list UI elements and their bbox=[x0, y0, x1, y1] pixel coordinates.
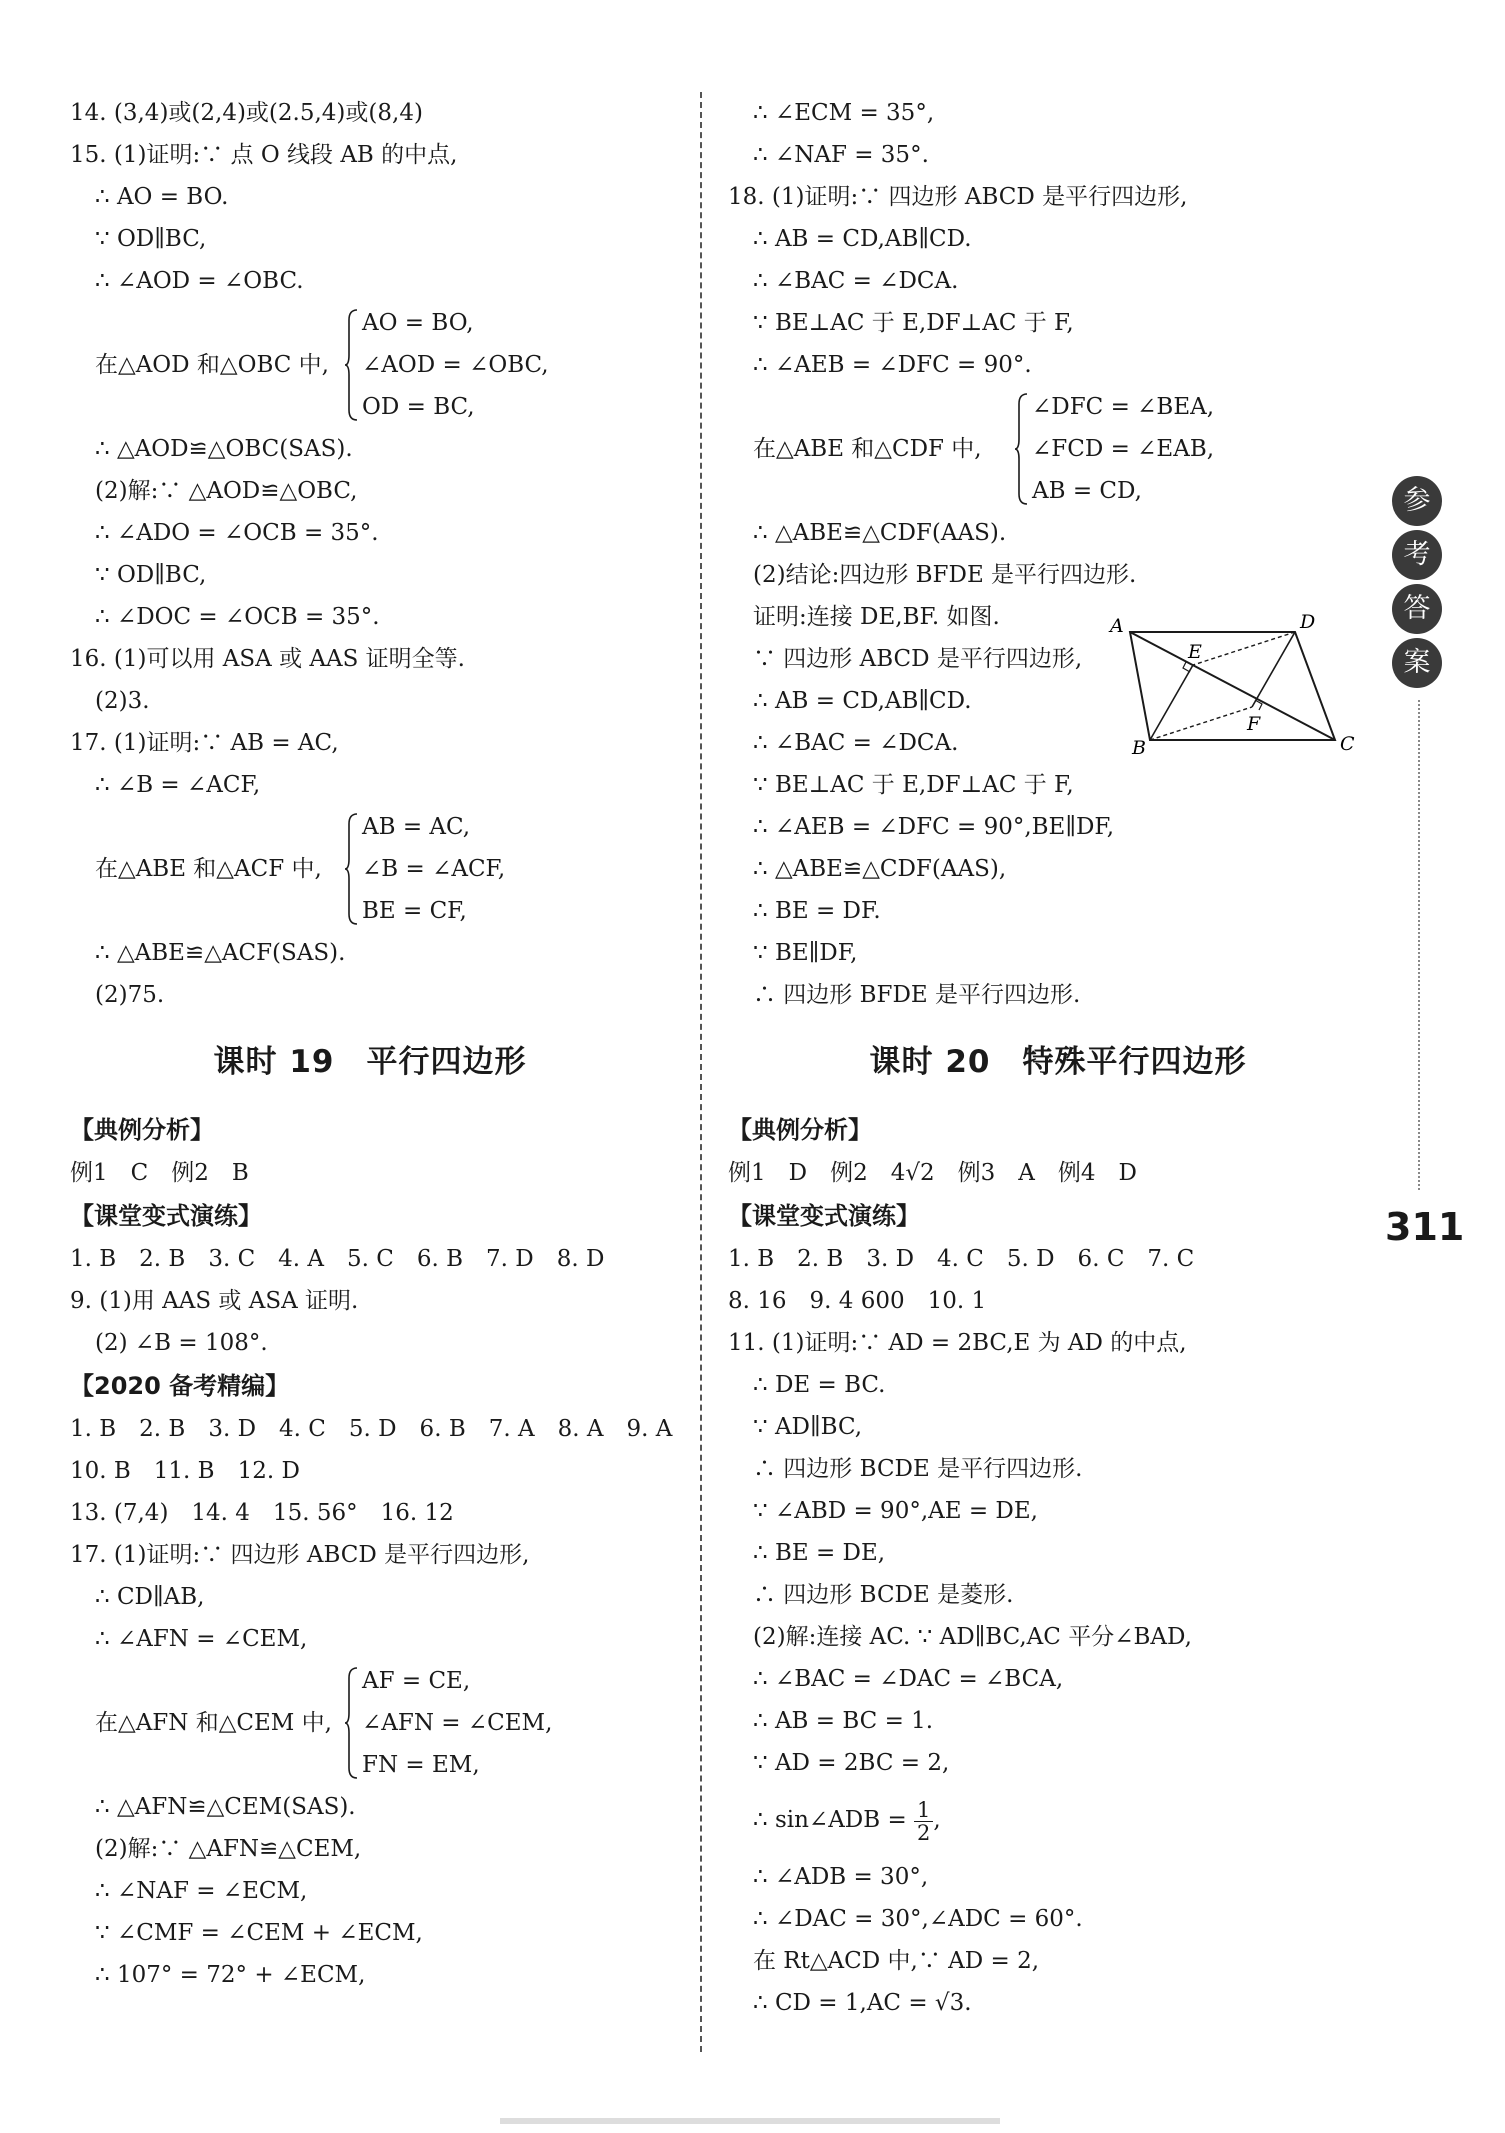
answer-line: 15. (1)证明:∵ 点 O 线段 AB 的中点, bbox=[70, 142, 458, 168]
answer-line: ∴ △AFN≌△CEM(SAS). bbox=[95, 1794, 356, 1820]
answer-row: (2) ∠B = 108°. bbox=[95, 1330, 268, 1356]
brace-icon bbox=[345, 1666, 359, 1780]
answer-row: 例1 D 例2 4√2 例3 A 例4 D bbox=[728, 1160, 1137, 1186]
answer-line: ∴ DE = BC. bbox=[753, 1372, 886, 1398]
system-lead: 在△ABE 和△ACF 中, bbox=[95, 856, 322, 882]
system-items bbox=[362, 806, 505, 932]
answer-line: ∵ AD = 2BC = 2, bbox=[753, 1750, 950, 1776]
answer-line: 16. (1)可以用 ASA 或 AAS 证明全等. bbox=[70, 646, 465, 672]
answer-line: ∴ BE = DE, bbox=[753, 1540, 886, 1566]
answer-line: ∵ OD∥BC, bbox=[95, 226, 207, 252]
side-dotted-rule bbox=[1418, 700, 1422, 1190]
answer-line: (2)75. bbox=[95, 982, 165, 1008]
answer-line: ∴ BE = DF. bbox=[753, 898, 881, 924]
answer-line: 在 Rt△ACD 中,∵ AD = 2, bbox=[753, 1948, 1040, 1974]
system-lead: 在△AOD 和△OBC 中, bbox=[95, 352, 329, 378]
label-E: E bbox=[1188, 641, 1202, 663]
answer-line: ∴ ∠BAC = ∠DAC = ∠BCA, bbox=[753, 1666, 1064, 1692]
section-title: 课时 20 特殊平行四边形 bbox=[869, 1044, 1247, 1080]
answer-row: 例1 C 例2 B bbox=[70, 1160, 249, 1186]
system-items bbox=[362, 302, 549, 428]
answer-line: ∴ AB = CD,AB∥CD. bbox=[753, 688, 972, 714]
answer-line: (2)结论:四边形 BFDE 是平行四边形. bbox=[753, 562, 1137, 588]
answer-line: ∴ △ABE≌△ACF(SAS). bbox=[95, 940, 346, 966]
side-tab-char: 考 bbox=[1392, 530, 1442, 580]
answer-line: ∵ AD∥BC, bbox=[753, 1414, 863, 1440]
equation-system bbox=[728, 386, 1388, 512]
answer-line: 14. (3,4)或(2,4)或(2.5,4)或(8,4) bbox=[70, 100, 423, 126]
answer-line: ∵ OD∥BC, bbox=[95, 562, 207, 588]
answer-line: (2)解:∵ △AOD≌△OBC, bbox=[95, 478, 358, 504]
brace-icon bbox=[345, 812, 359, 926]
column-divider bbox=[700, 92, 702, 2052]
equation-system bbox=[70, 302, 670, 428]
answer-line: ∴ AB = CD,AB∥CD. bbox=[753, 226, 972, 252]
sin-formula-line bbox=[728, 1784, 1388, 1856]
system-items bbox=[362, 1660, 552, 1786]
scan-edge bbox=[500, 2118, 1000, 2124]
answer-line: ∴ ∠BAC = ∠DCA. bbox=[753, 268, 959, 294]
answer-line: ∴ ∠DOC = ∠OCB = 35°. bbox=[95, 604, 380, 630]
subsection-heading: 【课堂变式演练】 bbox=[70, 1202, 262, 1230]
fraction-denominator: 2 bbox=[917, 1820, 931, 1845]
figure-lines bbox=[1130, 632, 1335, 740]
sin-prefix: ∴ sin∠ADB = bbox=[753, 1807, 907, 1833]
label-A: A bbox=[1110, 615, 1124, 637]
answer-line: ∴ ∠AFN = ∠CEM, bbox=[95, 1626, 308, 1652]
answer-row: 9. (1)用 AAS 或 ASA 证明. bbox=[70, 1288, 359, 1314]
system-lead: 在△AFN 和△CEM 中, bbox=[95, 1710, 332, 1736]
system-item: AO = BO, bbox=[362, 310, 474, 336]
answer-line: ∴ 107° = 72° + ∠ECM, bbox=[95, 1962, 366, 1988]
system-item: ∠DFC = ∠BEA, bbox=[1032, 394, 1215, 420]
system-item: ∠AFN = ∠CEM, bbox=[362, 1710, 553, 1736]
answer-line: ∵ ∠CMF = ∠CEM + ∠ECM, bbox=[95, 1920, 423, 1946]
answer-line: ∵ ∠ABD = 90°,AE = DE, bbox=[753, 1498, 1038, 1524]
label-C: C bbox=[1340, 733, 1355, 755]
answer-line: ∵ BE⊥AC 于 E,DF⊥AC 于 F, bbox=[753, 310, 1074, 336]
fraction bbox=[914, 1799, 933, 1844]
answer-line: ∴ △ABE≌△CDF(AAS), bbox=[753, 856, 1007, 882]
answer-row: 8. 16 9. 4 600 10. 1 bbox=[728, 1288, 987, 1314]
answer-row: 13. (7,4) 14. 4 15. 56° 16. 12 bbox=[70, 1500, 454, 1526]
system-lead: 在△ABE 和△CDF 中, bbox=[753, 436, 982, 462]
answer-line: ∴ ∠ADB = 30°, bbox=[753, 1864, 929, 1890]
answer-line: ∵ 四边形 ABCD 是平行四边形, bbox=[753, 646, 1083, 672]
answer-row: 1. B 2. B 3. C 4. A 5. C 6. B 7. D 8. D bbox=[70, 1246, 605, 1272]
equation-system bbox=[70, 1660, 670, 1786]
answer-line: 17. (1)证明:∵ AB = AC, bbox=[70, 730, 339, 756]
answer-line: ∴ ∠BAC = ∠DCA. bbox=[753, 730, 959, 756]
right-column bbox=[728, 92, 1388, 2024]
answer-line: ∴ ∠DAC = 30°,∠ADC = 60°. bbox=[753, 1906, 1083, 1932]
answer-line: ∴ ∠NAF = 35°. bbox=[753, 142, 929, 168]
subsection-heading: 【2020 备考精编】 bbox=[70, 1372, 290, 1400]
answer-line: 17. (1)证明:∵ 四边形 ABCD 是平行四边形, bbox=[70, 1542, 530, 1568]
answer-line: ∴ AO = BO. bbox=[95, 184, 229, 210]
answer-line: (2)解:连接 AC. ∵ AD∥BC,AC 平分∠BAD, bbox=[753, 1624, 1192, 1650]
system-item: OD = BC, bbox=[362, 394, 475, 420]
label-D: D bbox=[1300, 611, 1316, 633]
section-title: 课时 19 平行四边形 bbox=[213, 1044, 527, 1080]
answer-line: ∴ ∠NAF = ∠ECM, bbox=[95, 1878, 308, 1904]
side-tab-char: 案 bbox=[1392, 638, 1442, 688]
brace-icon bbox=[345, 308, 359, 422]
brace-icon bbox=[1015, 392, 1029, 506]
answer-line: (2)3. bbox=[95, 688, 150, 714]
subsection-heading: 【典例分析】 bbox=[728, 1116, 872, 1144]
sin-suffix: , bbox=[933, 1807, 941, 1833]
system-item: ∠AOD = ∠OBC, bbox=[362, 352, 549, 378]
answer-line: ∴ 四边形 BCDE 是菱形. bbox=[753, 1582, 1014, 1608]
answer-line: ∴ AB = BC = 1. bbox=[753, 1708, 934, 1734]
answer-line: ∵ BE∥DF, bbox=[753, 940, 858, 966]
system-items bbox=[1032, 386, 1214, 512]
answer-line: 11. (1)证明:∵ AD = 2BC,E 为 AD 的中点, bbox=[728, 1330, 1187, 1356]
label-F: F bbox=[1247, 713, 1261, 735]
answer-row: 1. B 2. B 3. D 4. C 5. D 6. B 7. A 8. A 9. A bbox=[70, 1416, 673, 1442]
system-item: AF = CE, bbox=[362, 1668, 471, 1694]
system-item: FN = EM, bbox=[362, 1752, 480, 1778]
answer-line: ∴ ∠AOD = ∠OBC. bbox=[95, 268, 304, 294]
answer-line: ∴ ∠AEB = ∠DFC = 90°,BE∥DF, bbox=[753, 814, 1115, 840]
side-tab-char: 答 bbox=[1392, 584, 1442, 634]
answer-line: 证明:连接 DE,BF. 如图. bbox=[753, 604, 1000, 630]
answer-line: ∴ ∠B = ∠ACF, bbox=[95, 772, 261, 798]
answer-row: 1. B 2. B 3. D 4. C 5. D 6. C 7. C bbox=[728, 1246, 1195, 1272]
answer-line: ∴ △ABE≌△CDF(AAS). bbox=[753, 520, 1007, 546]
fraction-numerator: 1 bbox=[914, 1799, 933, 1822]
answer-line: (2)解:∵ △AFN≌△CEM, bbox=[95, 1836, 362, 1862]
answer-line: ∴ CD∥AB, bbox=[95, 1584, 205, 1610]
answer-line: ∵ BE⊥AC 于 E,DF⊥AC 于 F, bbox=[753, 772, 1074, 798]
system-item: ∠B = ∠ACF, bbox=[362, 856, 506, 882]
parallelogram-figure bbox=[1100, 608, 1360, 758]
system-item: ∠FCD = ∠EAB, bbox=[1032, 436, 1215, 462]
system-item: AB = AC, bbox=[362, 814, 471, 840]
side-tab-char: 参 bbox=[1392, 476, 1442, 526]
answer-line: ∴ CD = 1,AC = √3. bbox=[753, 1990, 972, 2016]
answer-line: ∴ 四边形 BCDE 是平行四边形. bbox=[753, 1456, 1083, 1482]
answer-line: ∴ ∠AEB = ∠DFC = 90°. bbox=[753, 352, 1032, 378]
subsection-heading: 【典例分析】 bbox=[70, 1116, 214, 1144]
answer-line: ∴ 四边形 BFDE 是平行四边形. bbox=[753, 982, 1081, 1008]
page-number: 311 bbox=[1385, 1205, 1465, 1249]
left-column bbox=[70, 92, 673, 1996]
system-item: AB = CD, bbox=[1032, 478, 1142, 504]
system-item: BE = CF, bbox=[362, 898, 467, 924]
answer-line: ∴ △AOD≌△OBC(SAS). bbox=[95, 436, 353, 462]
answer-line: ∴ ∠ADO = ∠OCB = 35°. bbox=[95, 520, 379, 546]
answer-row: 10. B 11. B 12. D bbox=[70, 1458, 300, 1484]
subsection-heading: 【课堂变式演练】 bbox=[728, 1202, 920, 1230]
answer-line: ∴ ∠ECM = 35°, bbox=[753, 100, 935, 126]
label-B: B bbox=[1132, 737, 1146, 758]
equation-system bbox=[70, 806, 670, 932]
answer-line: 18. (1)证明:∵ 四边形 ABCD 是平行四边形, bbox=[728, 184, 1188, 210]
